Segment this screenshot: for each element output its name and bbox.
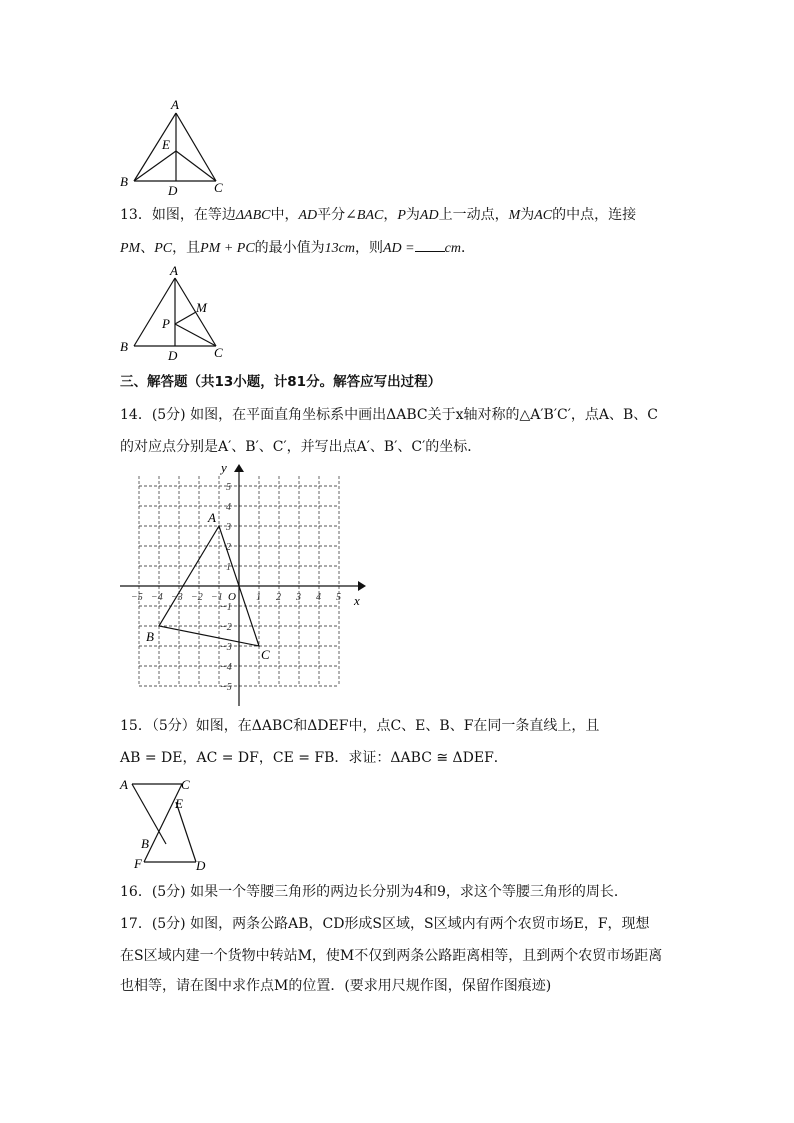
- q14-line-1: 14．(5分) 如图，在平面直角坐标系中画出ΔABC关于x轴对称的△A′B′C′，点A、B、C: [120, 407, 658, 423]
- figure-q12: [110, 95, 240, 200]
- section-heading: 三、解答题（共13小题，计81分。解答应写出过程）: [120, 374, 442, 390]
- q13-math: PC: [154, 241, 173, 256]
- y-axis-label: y: [221, 462, 227, 475]
- y-tick-label: 2: [226, 542, 231, 553]
- x-tick-label: 3: [296, 592, 301, 603]
- y-tick-label: 5: [226, 482, 231, 493]
- q13-text: 平分: [317, 207, 346, 223]
- fig13-label-b: B: [120, 339, 128, 354]
- coordinate-grid-figure: [118, 462, 368, 710]
- fig15-label-f: F: [134, 856, 142, 871]
- y-tick-label: −5: [220, 682, 232, 693]
- fig12-segment-ec: [176, 151, 216, 181]
- fig15-segment-de: [176, 802, 196, 862]
- fig15-label-b: B: [141, 836, 149, 851]
- fig13-label-d: D: [168, 348, 178, 362]
- q13-text: 如图，在等边: [151, 207, 236, 223]
- q13-number: 13．: [120, 207, 152, 223]
- fig15-label-c: C: [181, 777, 190, 792]
- q13-text: ，: [383, 207, 398, 223]
- x-tick-label: 5: [336, 592, 341, 603]
- q13-math: AD: [419, 208, 439, 223]
- q13-text: ．: [460, 240, 475, 256]
- fig12-label-c: C: [214, 180, 223, 195]
- fig15-label-d: D: [196, 858, 206, 873]
- fig12-label-d: D: [168, 183, 178, 198]
- figure-q13: [110, 262, 240, 362]
- q17-line-3: 也相等，请在图中求作点M的位置．(要求用尺规作图，保留作图痕迹): [120, 978, 552, 994]
- x-axis-label: x: [354, 593, 360, 608]
- grid-label-c: C: [261, 647, 270, 662]
- y-tick-label: −2: [220, 622, 232, 633]
- y-tick-labels: [220, 482, 232, 693]
- q13-text: 中，: [270, 207, 299, 223]
- y-tick-label: −4: [220, 662, 232, 673]
- fig15-segment-ab: [132, 784, 166, 844]
- fig12-side-ac: [176, 113, 216, 181]
- q13-math: cm: [444, 241, 461, 256]
- fig13-label-c: C: [214, 345, 223, 360]
- q13-math: M: [508, 208, 521, 223]
- q13-text: ，且: [172, 240, 201, 256]
- origin-label: O: [228, 591, 236, 603]
- q13-text: 上一动点，: [438, 207, 509, 223]
- x-tick-label: 4: [316, 592, 321, 603]
- q13-text: 的最小值为: [254, 240, 325, 256]
- q13-math: ΔABC: [235, 208, 271, 223]
- q13-math: AC: [534, 208, 553, 223]
- fig13-segment-pm: [175, 312, 196, 324]
- q13-math: ∠BAC: [345, 208, 384, 223]
- q13-text: ，则: [355, 240, 383, 256]
- fig12-label-b: B: [120, 174, 128, 189]
- x-tick-label: −1: [211, 592, 223, 603]
- figure-q15: [110, 772, 220, 874]
- q13-text: 、: [140, 240, 155, 256]
- q13-math: PM + PC: [200, 241, 255, 256]
- q13-math: AD =: [383, 241, 415, 256]
- grid-label-a: A: [208, 510, 216, 525]
- fig15-label-e: E: [175, 796, 183, 811]
- q13-answer-blank[interactable]: [415, 239, 445, 252]
- fig13-label-a: A: [170, 263, 178, 278]
- x-axis-arrow-icon: [358, 581, 366, 591]
- x-tick-labels: [131, 592, 341, 603]
- fig13-label-p: P: [162, 316, 170, 331]
- q13-math: P: [397, 208, 406, 223]
- x-tick-label: −3: [171, 592, 183, 603]
- q13-math: AD: [298, 208, 318, 223]
- q17-line-1: 17．(5分) 如图，两条公路AB，CD形成S区域，S区域内有两个农贸市场E，F，现想: [120, 916, 650, 932]
- fig12-segment-be: [134, 151, 176, 181]
- y-tick-label: −3: [220, 642, 232, 653]
- fig12-label-a: A: [171, 97, 179, 112]
- q13-math: 13cm: [324, 241, 355, 256]
- q17-line-2: 在S区域内建一个货物中转站M，使M不仅到两条公路距离相等，且到两个农贸市场距离: [120, 948, 663, 964]
- q13-text: 为: [405, 207, 420, 223]
- fig12-label-e: E: [162, 137, 170, 152]
- x-tick-label: 2: [276, 592, 281, 603]
- q13-text: 为: [520, 207, 535, 223]
- fig15-label-a: A: [120, 777, 128, 792]
- y-tick-label: 3: [226, 522, 231, 533]
- q14-line-2: 的对应点分别是A′、B′、C′，并写出点A′、B′、C′的坐标．: [120, 439, 482, 455]
- q15-line-1: 15．（5分）如图，在ΔABC和ΔDEF中，点C、E、B、F在同一条直线上，且: [120, 718, 600, 734]
- fig13-label-m: M: [196, 300, 207, 315]
- y-axis-arrow-icon: [234, 464, 244, 472]
- q13-line-2: [120, 238, 475, 259]
- q15-line-2: AB = DE，AC = DF，CE = FB．求证：ΔABC ≅ ΔDEF．: [120, 750, 508, 766]
- q13-line-1: [120, 205, 636, 226]
- q16-line: 16．(5分) 如果一个等腰三角形的两边长分别为4和9，求这个等腰三角形的周长．: [120, 884, 628, 900]
- y-tick-label: 4: [226, 502, 231, 513]
- grid-label-b: B: [146, 629, 154, 644]
- fig13-side-ab: [134, 278, 175, 346]
- x-tick-label: −4: [151, 592, 163, 603]
- x-tick-label: 1: [256, 592, 261, 603]
- y-tick-label: −1: [220, 602, 232, 613]
- x-tick-label: −5: [131, 592, 143, 603]
- y-tick-label: 1: [226, 562, 231, 573]
- x-tick-label: −2: [191, 592, 203, 603]
- q13-math: PM: [120, 241, 141, 256]
- q13-text: 的中点，连接: [552, 207, 637, 223]
